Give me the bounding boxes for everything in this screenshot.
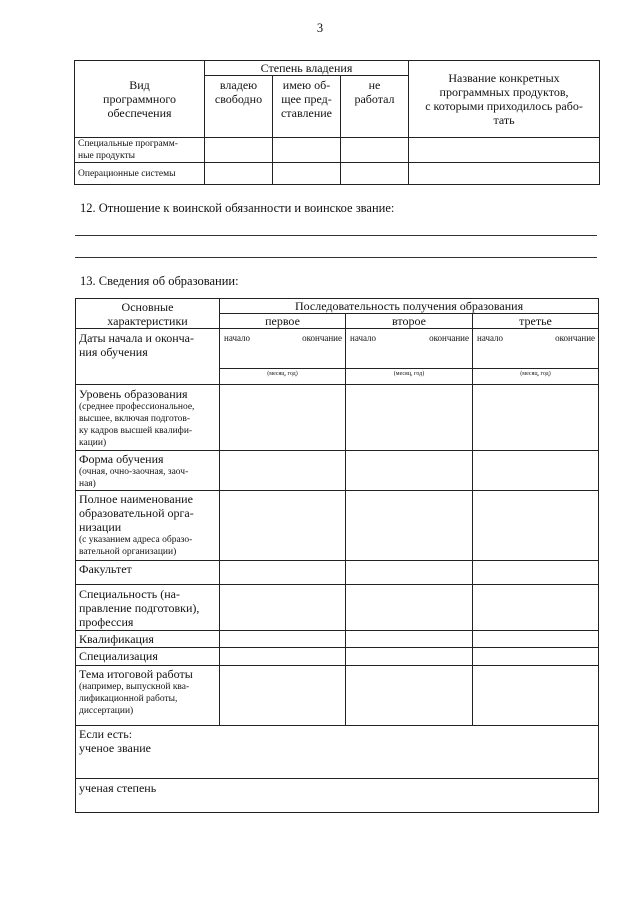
cell-input[interactable] bbox=[341, 138, 409, 163]
table-row bbox=[76, 666, 599, 726]
specialty-label: Специальность (на- правление подготовки), профессия bbox=[76, 585, 220, 631]
dates-cell-second[interactable] bbox=[346, 329, 473, 385]
end-label: окончание bbox=[555, 333, 596, 343]
cell-input[interactable] bbox=[346, 561, 473, 585]
section-13-label: 13. Сведения об образовании: bbox=[80, 274, 239, 288]
start-label: начало bbox=[477, 333, 504, 343]
dates-label: Даты начала и оконча- ния обучения bbox=[76, 329, 220, 385]
thesis-label: Тема итоговой работы (например, выпускной ква- лификационной работы, диссертации) bbox=[76, 666, 220, 726]
cell-input[interactable] bbox=[346, 491, 473, 561]
cell-input[interactable] bbox=[473, 631, 599, 648]
cell-input[interactable] bbox=[346, 451, 473, 491]
education-table bbox=[75, 298, 599, 813]
table-row bbox=[76, 561, 599, 585]
row-label-special-software: Специальные программ- ные продукты bbox=[75, 138, 205, 163]
month-year-hint: (месяц, год) bbox=[393, 371, 425, 377]
cell-input[interactable] bbox=[220, 451, 346, 491]
cell-input[interactable] bbox=[473, 666, 599, 726]
section-12-label: 12. Отношение к воинской обязанности и воинское звание: bbox=[80, 201, 395, 215]
row-label-operating-systems: Операционные системы bbox=[75, 163, 205, 185]
dates-cell-third[interactable] bbox=[473, 329, 599, 385]
qualification-label: Квалификация bbox=[76, 631, 220, 648]
page-number: 3 bbox=[316, 21, 324, 35]
academic-degree-row[interactable] bbox=[76, 779, 599, 813]
academic-title-row[interactable] bbox=[76, 726, 599, 779]
cell-input[interactable] bbox=[473, 561, 599, 585]
cell-input[interactable] bbox=[205, 163, 273, 185]
table-row bbox=[76, 631, 599, 648]
faculty-label: Факультет bbox=[76, 561, 220, 585]
cell-input[interactable] bbox=[220, 631, 346, 648]
table-row bbox=[76, 779, 599, 813]
table-row bbox=[76, 726, 599, 779]
cell-input[interactable] bbox=[346, 585, 473, 631]
cell-input[interactable] bbox=[473, 385, 599, 451]
cell-input[interactable] bbox=[409, 138, 600, 163]
month-year-hint: (месяц, год) bbox=[267, 371, 298, 377]
cell-input[interactable] bbox=[473, 491, 599, 561]
academic-title-label: ученое звание bbox=[79, 741, 151, 755]
table-row bbox=[76, 648, 599, 666]
table-row bbox=[76, 329, 599, 385]
cell-input[interactable] bbox=[346, 385, 473, 451]
third-education-header: третье bbox=[473, 314, 599, 329]
products-header: Название конкретных программных продуктов, с которыми приходилось рабо- тать bbox=[409, 61, 600, 138]
table-row bbox=[75, 163, 600, 185]
start-label: начало bbox=[224, 333, 251, 343]
specialization-label: Специализация bbox=[76, 648, 220, 666]
academic-degree-label: ученая степень bbox=[79, 781, 157, 795]
cell-input[interactable] bbox=[220, 666, 346, 726]
if-any-label: Если есть: bbox=[79, 727, 133, 741]
table-row bbox=[76, 585, 599, 631]
cell-input[interactable] bbox=[273, 163, 341, 185]
answer-line[interactable] bbox=[75, 257, 597, 258]
cell-input[interactable] bbox=[220, 385, 346, 451]
dates-cell-first[interactable] bbox=[220, 329, 346, 385]
sequence-header: Последовательность получения образования bbox=[220, 299, 599, 314]
cell-input[interactable] bbox=[346, 631, 473, 648]
table-row bbox=[76, 491, 599, 561]
month-year-hint: (месяц, год) bbox=[520, 371, 551, 377]
table-row bbox=[76, 451, 599, 491]
start-label: начало bbox=[350, 333, 377, 343]
end-label: окончание bbox=[429, 333, 469, 343]
proficiency-header: Степень владения bbox=[205, 61, 409, 76]
first-education-header: первое bbox=[220, 314, 346, 329]
cell-input[interactable] bbox=[220, 491, 346, 561]
table-row bbox=[76, 385, 599, 451]
answer-line[interactable] bbox=[75, 235, 597, 236]
end-label: окончание bbox=[302, 333, 342, 343]
cell-input[interactable] bbox=[273, 138, 341, 163]
cell-input[interactable] bbox=[341, 163, 409, 185]
main-characteristics-header: Основные характеристики bbox=[76, 299, 220, 329]
cell-input[interactable] bbox=[220, 585, 346, 631]
organization-label: Полное наименование образовательной орга- низации (с указанием адреса образо- вательной организации) bbox=[76, 491, 220, 561]
proficiency-free-header: владею свободно bbox=[205, 76, 273, 138]
proficiency-general-header: имею об- щее пред- ставление bbox=[273, 76, 341, 138]
cell-input[interactable] bbox=[473, 648, 599, 666]
proficiency-none-header: не работал bbox=[341, 76, 409, 138]
table-row bbox=[75, 138, 600, 163]
cell-input[interactable] bbox=[346, 666, 473, 726]
cell-input[interactable] bbox=[205, 138, 273, 163]
cell-input[interactable] bbox=[220, 648, 346, 666]
study-form-label: Форма обучения (очная, очно-заочная, заоч- ная) bbox=[76, 451, 220, 491]
cell-input[interactable] bbox=[473, 585, 599, 631]
software-table bbox=[74, 60, 600, 185]
second-education-header: второе bbox=[346, 314, 473, 329]
education-level-label: Уровень образования (среднее профессиональное, высшее, включая подготов- ку кадров высшей квалифи- кации) bbox=[76, 385, 220, 451]
software-kind-header: Вид программного обеспечения bbox=[75, 61, 205, 138]
cell-input[interactable] bbox=[346, 648, 473, 666]
cell-input[interactable] bbox=[220, 561, 346, 585]
cell-input[interactable] bbox=[409, 163, 600, 185]
cell-input[interactable] bbox=[473, 451, 599, 491]
